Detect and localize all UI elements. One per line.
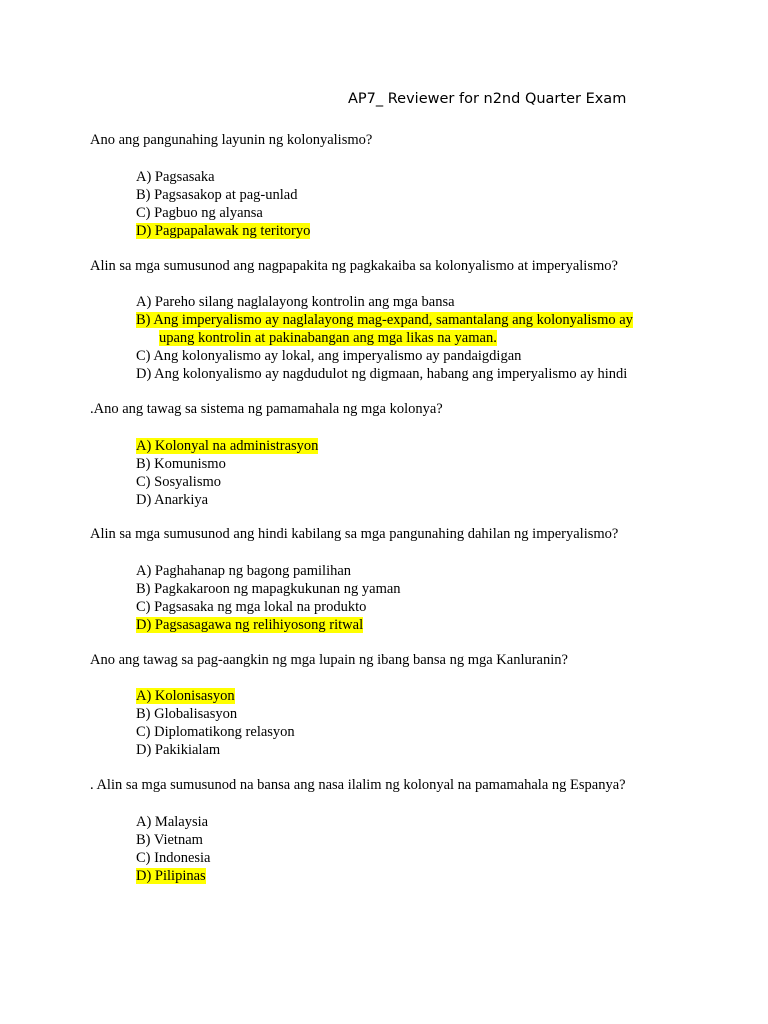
question-6: . Alin sa mga sumusunod na bansa ang nasa ilalim ng kolonyal na pamamahala ng Espanya? bbox=[90, 777, 626, 793]
answer-highlight: A) Kolonyal na administrasyon bbox=[136, 438, 319, 454]
question-5: Ano ang tawag sa pag-aangkin ng mga lupain ng ibang bansa ng mga Kanluranin? bbox=[90, 652, 568, 668]
question-3: .Ano ang tawag sa sistema ng pamamahala ng mga kolonya? bbox=[90, 401, 443, 417]
choice-5b: B) Globalisasyon bbox=[136, 706, 238, 722]
answer-highlight: A) Kolonisasyon bbox=[136, 688, 235, 704]
choice-4a: A) Paghahanap ng bagong pamilihan bbox=[136, 563, 352, 579]
question-1: Ano ang pangunahing layunin ng kolonyalismo? bbox=[90, 132, 373, 148]
choice-1a: A) Pagsasaka bbox=[136, 169, 215, 185]
answer-highlight: D) Pagsasagawa ng relihiyosong ritwal bbox=[136, 617, 364, 633]
document-title: AP7_ Reviewer for n2nd Quarter Exam bbox=[348, 91, 627, 107]
choices-5 bbox=[136, 687, 295, 759]
choice-5c: C) Diplomatikong relasyon bbox=[136, 724, 295, 740]
choices-4 bbox=[136, 562, 401, 634]
choice-4b: B) Pagkakaroon ng mapagkukunan ng yaman bbox=[136, 581, 401, 597]
choice-5d: D) Pakikialam bbox=[136, 742, 221, 758]
choice-2b-continuation bbox=[136, 329, 633, 347]
choice-2c: C) Ang kolonyalismo ay lokal, ang imperyalismo ay pandaigdigan bbox=[136, 348, 522, 364]
answer-highlight: D) Pilipinas bbox=[136, 868, 206, 884]
choice-6a: A) Malaysia bbox=[136, 814, 209, 830]
question-4: Alin sa mga sumusunod ang hindi kabilang sa mga pangunahing dahilan ng imperyalismo? bbox=[90, 526, 619, 542]
question-2: Alin sa mga sumusunod ang nagpapakita ng pagkakaiba sa kolonyalismo at imperyalismo? bbox=[90, 258, 618, 274]
choice-6b: B) Vietnam bbox=[136, 832, 203, 848]
choice-6d-answer bbox=[136, 867, 211, 885]
answer-highlight: upang kontrolin at pakinabangan ang mga likas na yaman. bbox=[159, 330, 497, 346]
choice-3c: C) Sosyalismo bbox=[136, 474, 221, 490]
choice-1d-answer bbox=[136, 222, 310, 240]
choice-2b-answer bbox=[136, 311, 633, 347]
answer-highlight: B) Ang imperyalismo ay naglalayong mag-expand, samantalang ang kolonyalismo ay bbox=[136, 312, 633, 328]
choice-5a-answer bbox=[136, 687, 295, 705]
choice-3d: D) Anarkiya bbox=[136, 492, 209, 508]
choice-2a: A) Pareho silang naglalayong kontrolin ang mga bansa bbox=[136, 294, 455, 310]
choice-1b: B) Pagsasakop at pag-unlad bbox=[136, 187, 298, 203]
choice-3b: B) Komunismo bbox=[136, 456, 226, 472]
choices-1 bbox=[136, 168, 310, 240]
choice-3a-answer bbox=[136, 437, 318, 455]
choice-2d: D) Ang kolonyalismo ay nagdudulot ng digmaan, habang ang imperyalismo ay hindi bbox=[136, 366, 628, 382]
choices-2 bbox=[136, 293, 633, 383]
choices-3 bbox=[136, 437, 318, 509]
choice-6c: C) Indonesia bbox=[136, 850, 211, 866]
choices-6 bbox=[136, 813, 211, 885]
choice-1c: C) Pagbuo ng alyansa bbox=[136, 205, 263, 221]
choice-4c: C) Pagsasaka ng mga lokal na produkto bbox=[136, 599, 367, 615]
answer-highlight: D) Pagpapalawak ng teritoryo bbox=[136, 223, 311, 239]
choice-4d-answer bbox=[136, 616, 401, 634]
